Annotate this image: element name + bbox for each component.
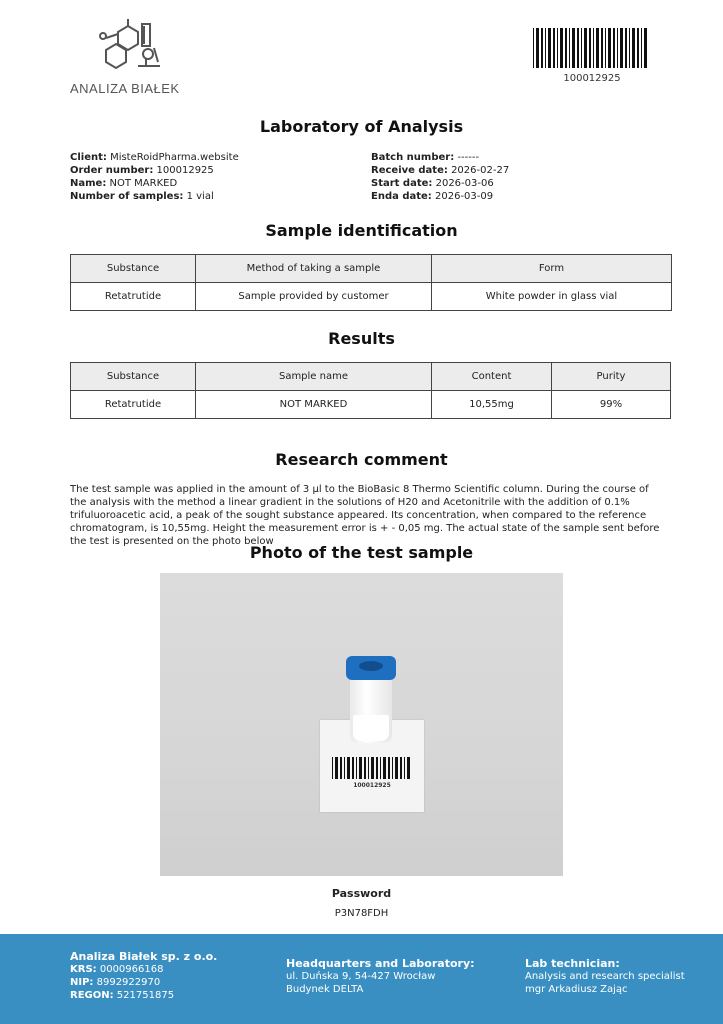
table-header: Substance <box>71 255 196 283</box>
barcode-bar <box>388 757 390 779</box>
password-label: Password <box>331 887 392 900</box>
barcode-bar <box>392 757 393 779</box>
password-value: P3N78FDH <box>334 908 389 919</box>
table-cell: Retatrutide <box>71 283 196 311</box>
powder-shape <box>353 715 389 741</box>
table-header: Form <box>432 255 672 283</box>
barcode-bar <box>407 757 410 779</box>
barcode-bar <box>620 28 623 68</box>
barcode-number: 100012925 <box>563 73 621 84</box>
start-row: Start date: 2026-03-06 <box>371 178 494 189</box>
hq-address: ul. Duńska 9, 54-427 Wrocław <box>286 971 436 982</box>
regon-row: REGON: 521751875 <box>70 990 175 1001</box>
barcode-bar <box>613 28 615 68</box>
order-value: 100012925 <box>156 165 214 176</box>
barcode-bar <box>541 28 543 68</box>
logo-text: ANALIZA BIAŁEK <box>70 81 180 96</box>
footer-technician <box>525 957 685 996</box>
sample-photo <box>160 573 563 876</box>
vial-cap-top <box>359 661 383 671</box>
barcode-bar <box>344 757 345 779</box>
table-row <box>71 391 671 419</box>
barcode-bar <box>380 757 381 779</box>
barcode-bar <box>637 28 639 68</box>
barcode-bar <box>536 28 539 68</box>
nip-row: NIP: 8992922970 <box>70 977 161 988</box>
name-value: NOT MARKED <box>109 178 178 189</box>
molecule-microscope-icon <box>98 18 168 76</box>
table-header: Purity <box>552 363 671 391</box>
barcode-bar <box>605 28 606 68</box>
barcode-bar <box>557 28 558 68</box>
barcode-bar <box>581 28 582 68</box>
footer-headquarters <box>286 957 475 996</box>
batch-value: ------ <box>457 152 480 163</box>
table-header-row <box>71 363 671 391</box>
barcode-bar <box>569 28 570 68</box>
samples-row: Number of samples: 1 vial <box>70 191 214 202</box>
barcode-bar <box>332 757 333 779</box>
barcode-bar <box>364 757 366 779</box>
table-header: Method of taking a sample <box>196 255 432 283</box>
barcode-bar <box>548 28 551 68</box>
barcode-bar <box>629 28 630 68</box>
barcode-bar <box>625 28 627 68</box>
page-title: Laboratory of Analysis <box>259 117 464 136</box>
photo-title: Photo of the test sample <box>249 543 474 562</box>
table-cell: NOT MARKED <box>196 391 432 419</box>
tech-name: mgr Arkadiusz Zając <box>525 984 628 995</box>
table-cell: 99% <box>552 391 671 419</box>
tech-role: Analysis and research specialist <box>525 971 685 982</box>
company-name: Analiza Białek sp. z o.o. <box>70 950 218 963</box>
footer-company <box>70 950 217 1002</box>
results-title: Results <box>328 329 395 348</box>
barcode-bar <box>545 28 546 68</box>
barcode-bar <box>376 757 378 779</box>
table-header: Sample name <box>196 363 432 391</box>
barcode-bar <box>371 757 374 779</box>
barcode-bar <box>347 757 350 779</box>
barcode-bar <box>617 28 618 68</box>
krs-row: KRS: 0000966168 <box>70 964 164 975</box>
comment-title: Research comment <box>275 450 448 469</box>
photo-barcode-number: 100012925 <box>353 782 391 789</box>
table-header-row <box>71 255 672 283</box>
barcode-bar <box>553 28 555 68</box>
table-header: Substance <box>71 363 196 391</box>
barcode-bar <box>565 28 567 68</box>
identification-table <box>70 254 672 311</box>
barcode-bar <box>533 28 534 68</box>
results-table <box>70 362 671 419</box>
barcode-bar <box>572 28 575 68</box>
order-row: Order number: 100012925 <box>70 165 214 176</box>
dates-info <box>371 151 509 203</box>
hq-building: Budynek DELTA <box>286 984 364 995</box>
footer <box>0 934 723 1024</box>
receive-row: Receive date: 2026-02-27 <box>371 165 510 176</box>
client-value: MisteRoidPharma.website <box>110 152 239 163</box>
end-value: 2026-03-09 <box>435 191 494 202</box>
tech-title: Lab technician: <box>525 957 620 970</box>
barcode-bar <box>340 757 342 779</box>
barcode-bar <box>641 28 642 68</box>
hq-title: Headquarters and Laboratory: <box>286 957 475 970</box>
barcode-bar <box>577 28 579 68</box>
barcode-bar <box>400 757 402 779</box>
company-logo <box>70 18 200 98</box>
comment-text: The test sample was applied in the amount of 3 µl to the BioBasic 8 Thermo Scientific column. During the course of the analysis with the method a linear gradient in the solutions of H20 and Acetonitrile with the addition of 0.1% trifuluoroacetic acid, a peak of the sought substance appeared. Its concentration, when compared to the reference chromatogram, is 10,55mg. Height the measurement error is + - 0,05 mg. The actual state of the sample sent before the test is presented on the photo below <box>70 484 660 547</box>
table-cell: Sample provided by customer <box>196 283 432 311</box>
batch-row: Batch number: ------ <box>371 152 480 163</box>
barcode-bar <box>352 757 354 779</box>
barcode-bar <box>356 757 357 779</box>
barcode-bar <box>596 28 599 68</box>
start-value: 2026-03-06 <box>435 178 494 189</box>
table-cell: White powder in glass vial <box>432 283 672 311</box>
barcode-bar <box>560 28 563 68</box>
barcode-bar <box>593 28 594 68</box>
samples-value: 1 vial <box>186 191 214 202</box>
barcode-bar <box>383 757 386 779</box>
table-cell: 10,55mg <box>432 391 552 419</box>
receive-value: 2026-02-27 <box>451 165 510 176</box>
barcode-bar <box>589 28 591 68</box>
barcode-bar <box>584 28 587 68</box>
end-row: Enda date: 2026-03-09 <box>371 191 494 202</box>
barcode-bar <box>359 757 362 779</box>
identification-title: Sample identification <box>265 221 458 240</box>
barcode-bar <box>404 757 405 779</box>
client-info <box>70 151 239 203</box>
barcode-bar <box>368 757 369 779</box>
barcode <box>533 28 651 68</box>
barcode-bar <box>601 28 603 68</box>
photo-barcode <box>332 757 412 779</box>
barcode-bar <box>644 28 647 68</box>
table-row <box>71 283 672 311</box>
barcode-bar <box>632 28 635 68</box>
barcode-bar <box>335 757 338 779</box>
barcode-bar <box>395 757 398 779</box>
table-cell: Retatrutide <box>71 391 196 419</box>
table-header: Content <box>432 363 552 391</box>
client-row: Client: MisteRoidPharma.website <box>70 152 239 163</box>
barcode-bar <box>608 28 611 68</box>
name-row: Name: NOT MARKED <box>70 178 178 189</box>
